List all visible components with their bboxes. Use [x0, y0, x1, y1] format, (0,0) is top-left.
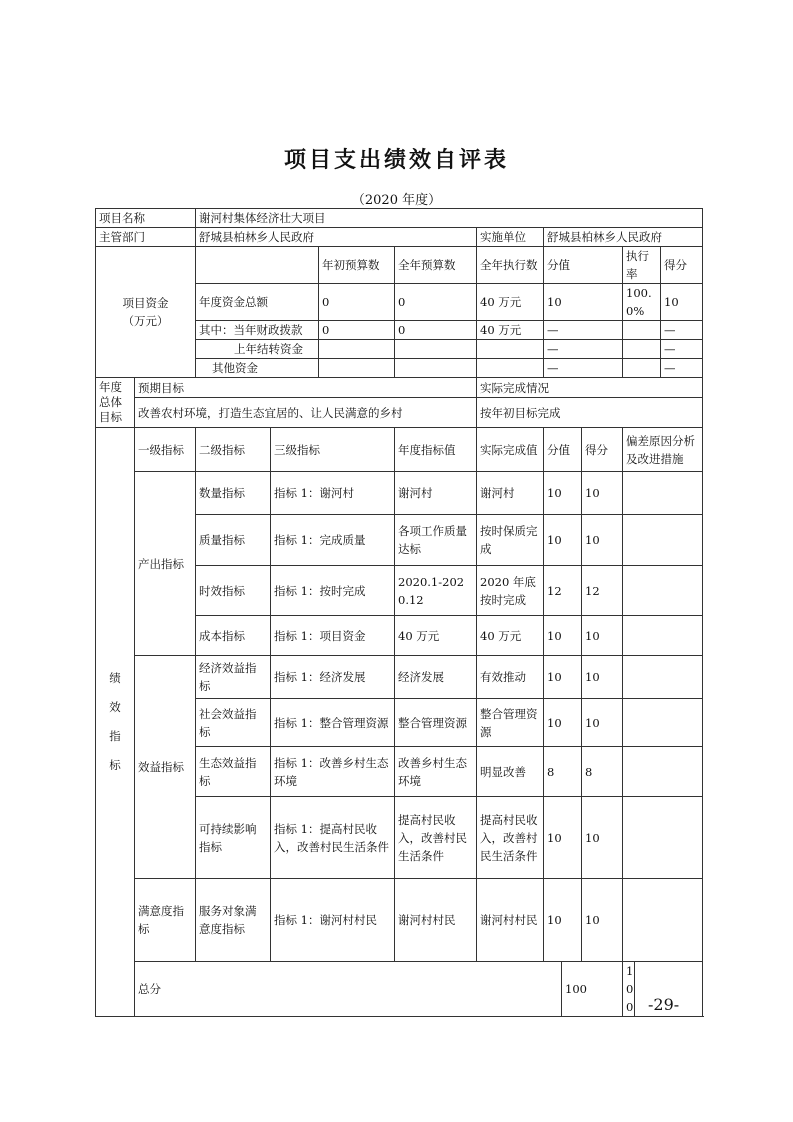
funds-row-initial	[319, 359, 395, 378]
indicator-row	[96, 472, 703, 515]
funds-row-annual: 0	[395, 321, 477, 340]
header-target: 年度指标值	[395, 428, 477, 472]
impl-label: 实施单位	[477, 228, 544, 247]
indicator-target: 提高村民收入，改善村民生活条件	[395, 797, 477, 879]
funds-row-score: —	[661, 321, 703, 340]
header-level2: 二级指标	[196, 428, 271, 472]
indicator-actual: 整合管理资源	[477, 699, 544, 747]
funds-row-rate	[623, 359, 661, 378]
indicator-reason	[623, 879, 703, 962]
indicators-section-label	[96, 428, 135, 1017]
indicator-target: 40 万元	[395, 616, 477, 656]
performance-table	[95, 208, 703, 1017]
funds-label	[96, 247, 196, 378]
indicator-target: 2020.1-2020.12	[395, 566, 477, 616]
goals-header-row	[96, 378, 703, 398]
funds-header-row	[96, 247, 703, 284]
funds-row-label: 其他资金	[196, 359, 319, 378]
indicator-level2: 质量指标	[196, 515, 271, 566]
page-number: -29-	[648, 995, 680, 1014]
indicator-level2: 服务对象满意度指标	[196, 879, 271, 962]
indicator-target: 各项工作质量达标	[395, 515, 477, 566]
project-name-value: 谢河村集体经济壮大项目	[196, 209, 703, 228]
indicator-value: 10	[544, 797, 582, 879]
indicator-level2: 数量指标	[196, 472, 271, 515]
indicator-reason	[623, 699, 703, 747]
indicators-section-char: 效	[109, 700, 121, 714]
indicator-reason	[623, 747, 703, 797]
report-year: （2020 年度）	[351, 193, 442, 208]
funds-header-executed: 全年执行数	[477, 247, 544, 284]
indicators-section-char: 绩	[109, 671, 121, 685]
funds-row-rate	[623, 340, 661, 359]
indicator-level2: 社会效益指标	[196, 699, 271, 747]
indicator-reason	[623, 472, 703, 515]
funds-row-initial	[319, 340, 395, 359]
funds-row-initial: 0	[319, 321, 395, 340]
funds-label-line2: （万元）	[122, 314, 169, 328]
indicator-reason	[623, 656, 703, 699]
indicator-level2: 时效指标	[196, 566, 271, 616]
funds-row-executed	[477, 359, 544, 378]
indicator-score: 12	[582, 566, 623, 616]
funds-row-value: —	[544, 359, 623, 378]
impl-value: 舒城县柏林乡人民政府	[544, 228, 703, 247]
goals-label-line: 目标	[99, 410, 122, 424]
indicator-value: 8	[544, 747, 582, 797]
indicator-actual: 2020 年底按时完成	[477, 566, 544, 616]
goals-label-line: 年度	[99, 380, 122, 394]
header-score: 得分	[582, 428, 623, 472]
indicator-value: 10	[544, 879, 582, 962]
header-value: 分值	[544, 428, 582, 472]
dept-value: 舒城县柏林乡人民政府	[196, 228, 477, 247]
indicator-score: 10	[582, 656, 623, 699]
indicator-level3: 指标 1：项目资金	[271, 616, 395, 656]
indicator-value: 10	[544, 472, 582, 515]
indicator-actual: 40 万元	[477, 616, 544, 656]
project-name-row	[96, 209, 703, 228]
funds-row-score: —	[661, 340, 703, 359]
indicator-level2: 可持续影响指标	[196, 797, 271, 879]
group-label: 产出指标	[135, 472, 196, 656]
funds-row-rate	[623, 321, 661, 340]
indicator-value: 10	[544, 656, 582, 699]
goals-label-line: 总体	[99, 395, 122, 409]
indicator-target: 整合管理资源	[395, 699, 477, 747]
indicator-score: 10	[582, 699, 623, 747]
header-reason: 偏差原因分析及改进措施	[623, 428, 703, 472]
indicators-header-row	[96, 428, 703, 472]
indicator-level2: 经济效益指标	[196, 656, 271, 699]
funds-header-rate: 执行率	[623, 247, 661, 284]
indicator-score: 10	[582, 515, 623, 566]
indicator-target: 谢河村村民	[395, 879, 477, 962]
indicator-actual: 谢河村村民	[477, 879, 544, 962]
funds-row-label: 年度资金总额	[196, 284, 319, 321]
indicator-score: 10	[582, 472, 623, 515]
header-actual: 实际完成值	[477, 428, 544, 472]
funds-row-value: 10	[544, 284, 623, 321]
funds-row-label: 其中：当年财政拨款	[196, 321, 319, 340]
indicator-actual: 谢河村	[477, 472, 544, 515]
indicator-row	[96, 656, 703, 699]
indicator-level2: 成本指标	[196, 616, 271, 656]
funds-row-executed: 40 万元	[477, 321, 544, 340]
indicators-section-char: 标	[109, 758, 121, 772]
indicator-score: 8	[582, 747, 623, 797]
indicator-target: 经济发展	[395, 656, 477, 699]
funds-row-annual	[395, 359, 477, 378]
project-name-label: 项目名称	[96, 209, 196, 228]
indicator-target: 谢河村	[395, 472, 477, 515]
funds-row-annual: 0	[395, 284, 477, 321]
indicator-value: 12	[544, 566, 582, 616]
funds-row-initial: 0	[319, 284, 395, 321]
indicator-level3: 指标 1：按时完成	[271, 566, 395, 616]
group-label: 效益指标	[135, 656, 196, 879]
indicator-level3: 指标 1：完成质量	[271, 515, 395, 566]
funds-row-executed: 40 万元	[477, 284, 544, 321]
goals-expected: 改善农村环境，打造生态宜居的、让人民满意的乡村	[135, 398, 477, 428]
indicator-reason	[623, 515, 703, 566]
indicator-reason	[623, 797, 703, 879]
header-level1: 一级指标	[135, 428, 196, 472]
indicator-row	[96, 879, 703, 962]
indicator-actual: 按时保质完成	[477, 515, 544, 566]
indicators-section-char: 指	[109, 729, 121, 743]
funds-row-value: —	[544, 321, 623, 340]
dept-label: 主管部门	[96, 228, 196, 247]
indicator-value: 10	[544, 616, 582, 656]
indicator-actual: 有效推动	[477, 656, 544, 699]
indicator-value: 10	[544, 515, 582, 566]
indicator-level3: 指标 1：谢河村村民	[271, 879, 395, 962]
indicator-score: 10	[582, 616, 623, 656]
funds-row-annual	[395, 340, 477, 359]
funds-label-line1: 项目资金	[122, 296, 169, 310]
goals-actual-label: 实际完成情况	[477, 378, 703, 398]
funds-row-score: 10	[661, 284, 703, 321]
total-row	[96, 962, 703, 1017]
total-score: 100	[623, 962, 635, 1017]
total-label: 总分	[135, 962, 562, 1017]
goals-expected-label: 预期目标	[135, 378, 477, 398]
indicator-level3: 指标 1：提高村民收入，改善村民生活条件	[271, 797, 395, 879]
indicator-level3: 指标 1：整合管理资源	[271, 699, 395, 747]
page-title: 项目支出绩效自评表	[283, 148, 509, 173]
funds-row-label: 上年结转资金	[196, 340, 319, 359]
funds-row-score: —	[661, 359, 703, 378]
goals-label	[96, 378, 135, 428]
group-label: 满意度指标	[135, 879, 196, 962]
goals-actual: 按年初目标完成	[477, 398, 703, 428]
funds-header-value: 分值	[544, 247, 623, 284]
indicator-target: 改善乡村生态环境	[395, 747, 477, 797]
funds-row-rate: 100.0%	[623, 284, 661, 321]
goals-content-row	[96, 398, 703, 428]
indicator-score: 10	[582, 797, 623, 879]
indicator-actual: 提高村民收入，改善村民生活条件	[477, 797, 544, 879]
indicator-level3: 指标 1：改善乡村生态环境	[271, 747, 395, 797]
indicator-score: 10	[582, 879, 623, 962]
funds-header-score: 得分	[661, 247, 703, 284]
department-row	[96, 228, 703, 247]
funds-header-blank	[196, 247, 319, 284]
funds-header-initial: 年初预算数	[319, 247, 395, 284]
indicator-level2: 生态效益指标	[196, 747, 271, 797]
funds-row-executed	[477, 340, 544, 359]
header-level3: 三级指标	[271, 428, 395, 472]
indicator-reason	[623, 566, 703, 616]
indicator-actual: 明显改善	[477, 747, 544, 797]
indicator-level3: 指标 1：谢河村	[271, 472, 395, 515]
indicator-value: 10	[544, 699, 582, 747]
indicator-level3: 指标 1：经济发展	[271, 656, 395, 699]
total-value: 100	[562, 962, 623, 1017]
indicator-reason	[623, 616, 703, 656]
funds-row-value: —	[544, 340, 623, 359]
funds-header-annual: 全年预算数	[395, 247, 477, 284]
